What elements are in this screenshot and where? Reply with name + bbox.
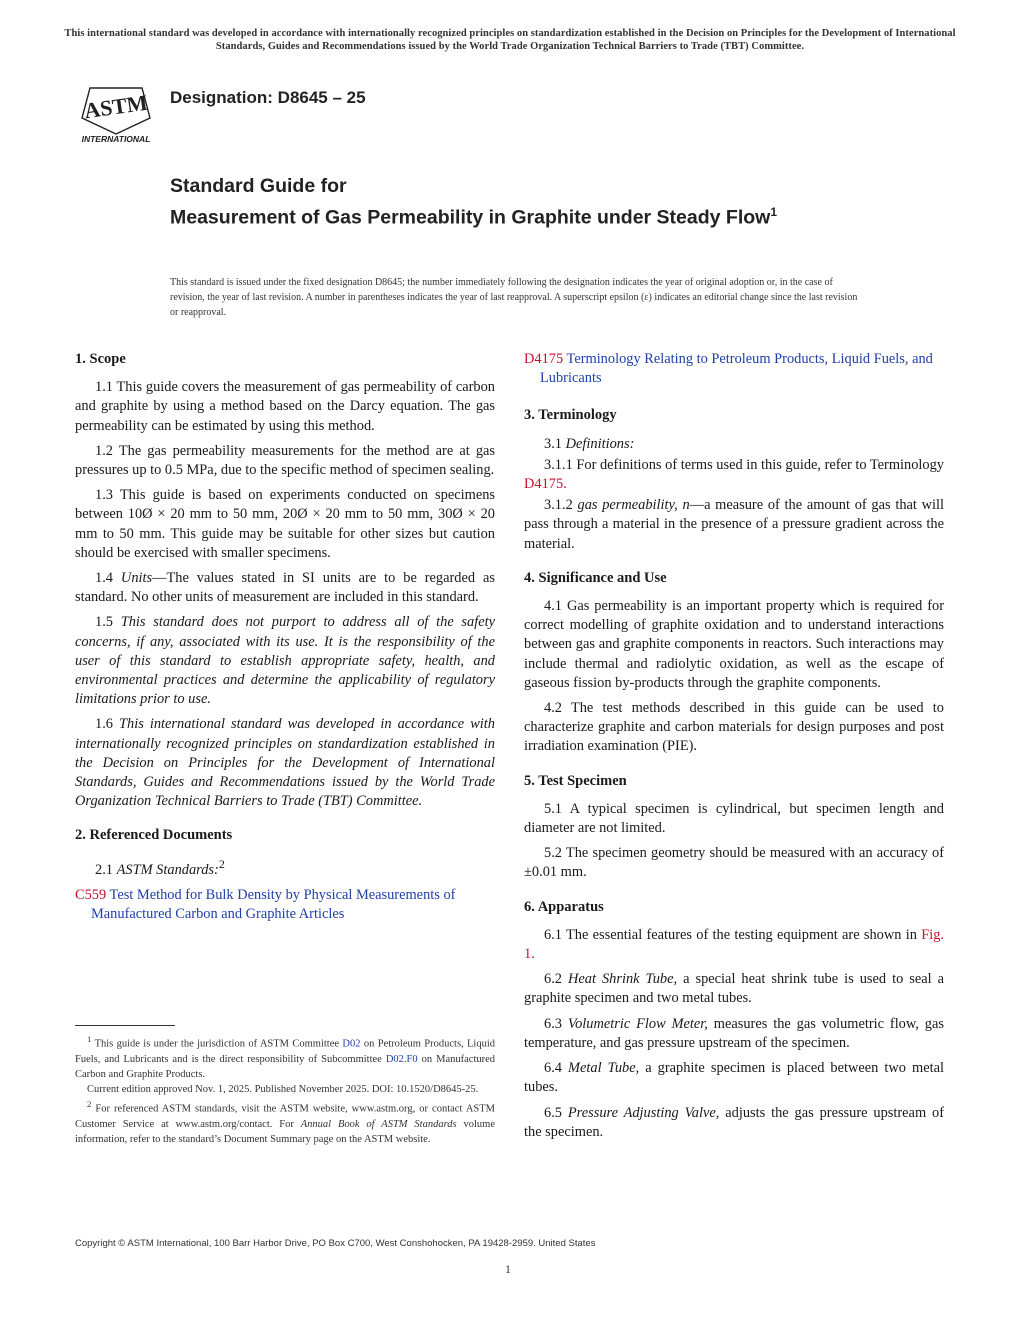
title-block — [170, 173, 870, 231]
para-1-5: 1.5 This standard does not purport to address all of the safety concerns, if any, associated with its use. It is the responsibility of the user of this standard to establish appropriate safety, health, and environmental practices and determine the applicability of regulatory limitations prior to use. — [75, 614, 495, 708]
ref-d4175[interactable] — [524, 350, 944, 388]
footnote-2: $^2$ For referenced ASTM standards, visit the ASTM website, www.astm.org, or contact ASTM Customer Service at www.astm.org/contact. For Annual Book of ASTM Standards volume information, refer to the standard’s Document Summary page on the ASTM website. — [75, 1099, 496, 1146]
ref-c559[interactable] — [75, 886, 495, 924]
title-line2: Measurement of Gas Permeability in Graphite under Steady Flow$^1$ — [170, 205, 778, 229]
footnote-mark-2[interactable]: 2 — [218, 856, 225, 871]
para-3-1-1: 3.1.1 For definitions of terms used in this guide, refer to Terminology D4175. — [524, 456, 945, 493]
top-notice: This international standard was developed in accordance with internationally recognized principles on standardization established in the Decision on Principles for the Development of International Standards, Guides and Recommendations issued by the World Trade Organization Technical Barriers to Trade (TBT) Committee. — [64, 28, 956, 52]
para-6-1: 6.1 The essential features of the testing equipment are shown in Fig. 1. — [524, 926, 944, 963]
section-heading-specimen: 5. Test Specimen — [524, 772, 627, 789]
copyright: Copyright © ASTM International, 100 Barr Harbor Drive, PO Box C700, West Conshohocken, PA 19428-2959. United States — [75, 1238, 596, 1249]
para-4-1: 4.1 Gas permeability is an important property which is required for correct modelling of graphite oxidation and to understand interactions between gas and graphite components in reactors. Such interactions may include thermal and radiolytic oxidation, as well as the escape of gaseous fission by-products through the graphite components. — [524, 598, 944, 691]
link-d02-f0[interactable]: D02.F0 — [385, 1053, 418, 1065]
footnotes — [75, 1032, 495, 1147]
astm-logo-letters: ASTM — [82, 89, 150, 124]
para-1-3: 1.3 This guide is based on experiments conducted on specimens between 10Ø × 20 mm to 50 mm, 20Ø × 20 mm to 50 mm, 30Ø × 20 mm to 50 mm. This guide may be suitable for other sizes but caution should be exercised with smaller specimens. — [75, 487, 495, 561]
title-footnote-mark[interactable]: 1 — [770, 205, 778, 219]
astm-logo-word: INTERNATIONAL — [81, 134, 151, 144]
para-4-2: 4.2 The test methods described in this guide can be used to characterize graphite and carbon materials for design purposes and post irradiation examination (PIE). — [524, 700, 944, 755]
ref-c559-title: Test Method for Bulk Density by Physical Measurements of Manufactured Carbon and Graphite Articles — [91, 886, 456, 922]
para-5-2: 5.2 The specimen geometry should be measured with an accuracy of ±0.01 mm. — [524, 845, 944, 881]
para-1-4: 1.4 Units—The values stated in SI units are to be regarded as standard. No other units of measurement are included in this standard. — [75, 570, 495, 606]
section-heading-scope: 1. Scope — [75, 351, 126, 367]
ref-d4175-title: Terminology Relating to Petroleum Products, Liquid Fuels, and Lubricants — [540, 351, 933, 387]
link-fig-1[interactable]: Fig. 1 — [524, 926, 944, 963]
page-number: 1 — [505, 1262, 511, 1276]
footnote-1-edition: Current edition approved Nov. 1, 2025. Published November 2025. DOI: 10.1520/D8645-25. — [87, 1084, 479, 1096]
right-column — [524, 350, 944, 1148]
designation: Designation: D8645 – 25 — [170, 88, 366, 107]
para-1-6: 1.6 This international standard was developed in accordance with internationally recognized principles on standardization established in the Decision on Principles for the Development of International Standards, Guides and Recommendations issued by the World Trade Organization Technical Barriers to Trade (TBT) Committee. — [75, 716, 495, 810]
footnote-1: $^1$ This guide is under the jurisdiction of ASTM Committee D02 on Petroleum Products, Liquid Fuels, and Lubricants and is the direct responsibility of Subcommittee D02.F0 on Manufactured Carbon and Graphite Products. — [75, 1034, 496, 1080]
para-3-1: 3.1 Definitions: — [544, 435, 635, 452]
issue-note: This standard is issued under the fixed designation D8645; the number immediately following the designation indicates the year of original adoption or, in the case of revision, the year of last revision. A number in parentheses indicates the year of last reapproval. A superscript epsilon (ε) indicates an editorial change since the last revision or reapproval. — [170, 277, 858, 318]
link-d02[interactable]: D02 — [342, 1038, 361, 1050]
ref-d4175-code: D4175 — [524, 351, 564, 367]
left-column — [75, 350, 495, 930]
footnote-rule — [75, 1025, 175, 1026]
astm-logo — [68, 78, 164, 144]
para-1-1: 1.1 This guide covers the measurement of gas permeability of carbon and graphite by using a method based on the Darcy equation. The gas permeability can be estimated by using this method. — [75, 379, 495, 434]
title-line1: Standard Guide for — [170, 175, 347, 197]
ref-c559-code: C559 — [75, 886, 107, 903]
para-1-2: 1.2 The gas permeability measurements for the method are at gas pressures up to 0.5 MPa, due to the specific method of specimen sealing. — [75, 442, 495, 479]
para-6-3: 6.3 Volumetric Flow Meter, measures the gas volumetric flow, gas temperature, and gas pressure upstream of the specimen. — [524, 1015, 944, 1051]
section-heading-terminology: 3. Terminology — [524, 407, 617, 424]
section-heading-apparatus: 6. Apparatus — [524, 898, 604, 915]
para-6-4: 6.4 Metal Tube, a graphite specimen is placed between two metal tubes. — [524, 1060, 944, 1096]
para-3-1-2: 3.1.2 gas permeability, n—a measure of the amount of gas that will pass through a material in the presence of a pressure gradient across the material. — [524, 497, 944, 552]
para-6-2: 6.2 Heat Shrink Tube, a special heat shrink tube is used to seal a graphite specimen and two metal tubes. — [524, 971, 944, 1007]
para-2-1: 2.1 ASTM Standards:$^2$ — [95, 856, 225, 878]
section-heading-significance: 4. Significance and Use — [524, 569, 667, 586]
section-heading-referenced: 2. Referenced Documents — [75, 827, 233, 844]
para-5-1: 5.1 A typical specimen is cylindrical, but specimen length and diameter are not limited. — [524, 800, 944, 837]
para-6-5: 6.5 Pressure Adjusting Valve, adjusts the gas pressure upstream of the specimen. — [524, 1104, 944, 1140]
link-d4175[interactable]: D4175 — [524, 476, 564, 493]
